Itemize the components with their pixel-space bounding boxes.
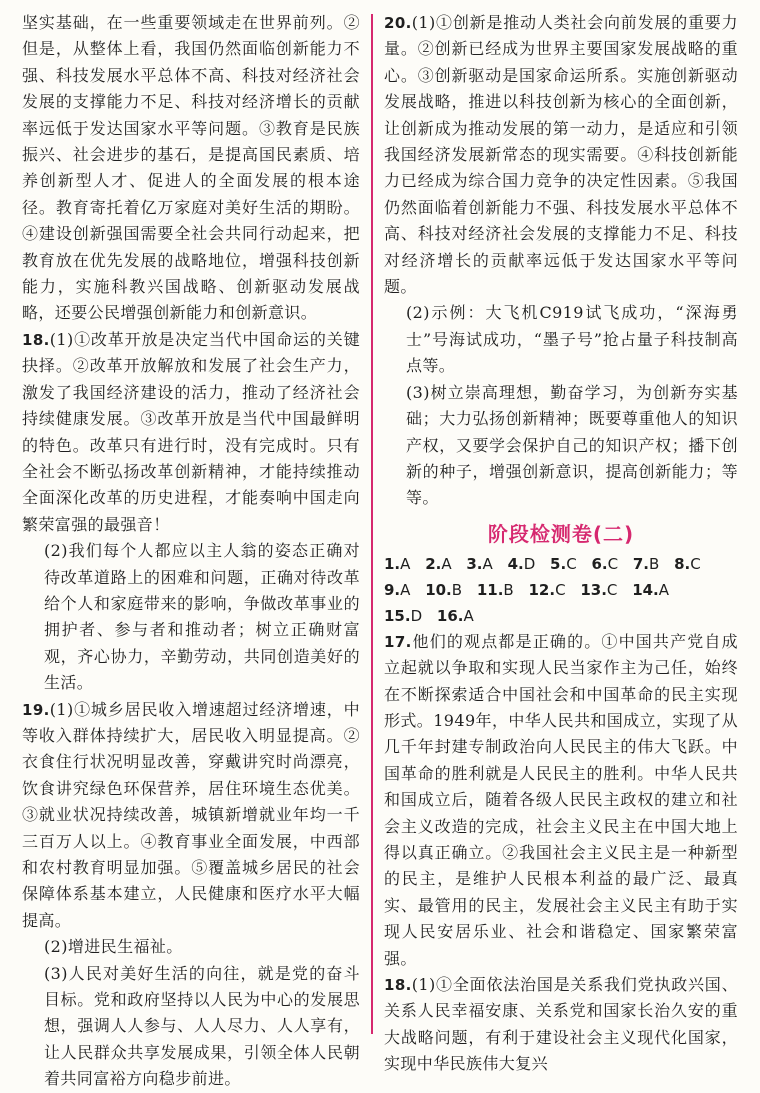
section-title: 阶段检测卷(二) (487, 521, 635, 546)
question-number: 18. (384, 976, 412, 994)
answer-part-2: (2)我们每个人都应以主人翁的姿态正确对待改革道路上的困难和问题，正确对待改革给个人和家庭带来的影响，争做改革事业的拥护者、参与者和推动者；树立正确财富观，齐心协力，辛勤劳动，共同创造美好的生活。 (44, 541, 360, 693)
answer-item: 4.D (507, 554, 536, 573)
answers-row-3 (384, 603, 738, 629)
answer-part-1: (1)①创新是推动人类社会向前发展的重要力量。②创新已经成为世界主要国家发展战略的重心。③创新驱动是国家命运所系。实施创新驱动发展战略，推进以科技创新为核心的全面创新，让创新成为推动发展的第一动力，是适应和引领我国经济发展新常态的现实需要。④科技创新能力已经成为综合国力竞争的决定性因素。⑤我国仍然面临着创新能力不强、科技发展水平总体不高、科技对经济社会发展的支撑能力不足、科技对经济增长的贡献率远低于发达国家水平等问题。 (384, 13, 738, 297)
answer-part-1: 他们的观点都是正确的。①中国共产党自成立起就以争取和实现人民当家作主为己任，始终在不断探索适合中国社会和中国革命的民主实现形式。1949年，中华人民共和国成立，实现了从几千年封建专制政治向人民民主的伟大飞跃。中国革命的胜利就是人民民主的胜利。中华人民共和国成立后，随着各级人民民主政权的建立和社会主义改造的完成，社会主义民主在中国大地上得以真正确立。②我国社会主义民主是一种新型的民主，是维护人民根本利益的最广泛、最真实、最管用的民主，发展社会主义民主有助于实现人民安居乐业、社会和谐稳定、国家繁荣富强。 (384, 631, 738, 968)
question-17 (384, 629, 738, 972)
choice-answers (384, 551, 738, 629)
answer-part-2: (2)增进民生福祉。 (44, 937, 183, 957)
question-number: 18. (22, 330, 50, 349)
answer-item: 13.C (580, 580, 618, 599)
answer-item: 1.A (384, 554, 411, 573)
answer-item: 14.A (632, 580, 670, 599)
question-20 (384, 10, 738, 300)
answer-item: 15.D (384, 606, 423, 625)
continued-answer-text: 坚实基础，在一些重要领域走在世界前列。②但是，从整体上看，我国仍然面临创新能力不强、科技发展水平总体不高、科技对经济社会发展的支撑能力不足、科技对经济增长的贡献率远低于发达国家水平等问题。③教育是民族振兴、社会进步的基石，是提高国民素质、培养创新型人才、促进人的全面发展的根本途径。教育寄托着亿万家庭对美好生活的期盼。④建设创新强国需要全社会共同行动起来，把教育放在优先发展的战略地位，增强科技创新能力，实施科教兴国战略、创新驱动发展战略，还要公民增强创新能力和创新意识。 (22, 13, 360, 323)
answer-item: 3.A (466, 554, 493, 573)
answer-part-3: (3)树立崇高理想，勤奋学习，为创新夯实基础；大力弘扬创新精神；既要尊重他人的知识产权，又要学会保护自己的知识产权；播下创新的种子，增强创新意识，提高创新能力；等等。 (406, 382, 738, 508)
left-column (22, 10, 360, 1093)
right-column (384, 10, 738, 1078)
answer-item: 16.A (436, 606, 474, 625)
question-number: 17. (384, 632, 412, 651)
question-number: 20. (384, 14, 412, 32)
answer-item: 7.B (632, 554, 660, 573)
answer-item: 9.A (384, 580, 411, 599)
answer-item: 8.C (674, 554, 701, 573)
answers-row-2 (384, 577, 738, 603)
answer-part-3: (3)人民对美好生活的向往，就是党的奋斗目标。党和政府坚持以人民为中心的发展思想，强调人人参与、人人尽力、人人享有，让人民群众共享发展成果，引领全体人民朝着共同富裕方向稳步前进。 (44, 963, 360, 1089)
answer-item: 12.C (528, 580, 566, 599)
answer-part-2: (2)示例：大飞机C919试飞成功，“深海勇士”号海试成功，“墨子号”抢占量子科技制高点等。 (406, 303, 738, 376)
answer-part-1: (1)①改革开放是决定当代中国命运的关键抉择。②改革开放解放和发展了社会生产力，激发了我国经济建设的活力，推动了经济社会持续健康发展。③改革开放是当代中国最鲜明的特色。改革只有进行时，没有完成时。只有全社会不断弘扬改革创新精神，才能持续推动全面深化改革的历史进程，才能奏响中国走向繁荣富强的最强音！ (22, 329, 360, 534)
question-18-right (384, 972, 738, 1078)
answer-item: 2.A (425, 554, 452, 573)
answer-part-1: (1)①城乡居民收入增速超过经济增速，中等收入群体持续扩大，居民收入明显提高。②衣食住行状况明显改善，穿戴讲究时尚漂亮，饮食讲究绿色环保营养，居住环境生态优美。③就业状况持续改善，城镇新增就业年均一千三百万人以上。④教育事业全面发展，中西部和农村教育明显加强。⑤覆盖城乡居民的社会保障体系基本建立，人民健康和医疗水平大幅提高。 (22, 699, 360, 930)
answer-item: 11.B (476, 580, 514, 599)
question-19 (22, 697, 360, 935)
answer-item: 10.B (425, 580, 463, 599)
answers-row-1 (384, 551, 738, 577)
answer-part-1: (1)①全面依法治国是关系我们党执政兴国、关系人民幸福安康、关系党和国家长治久安的重大战略问题，有利于建设社会主义现代化国家，实现中华民族伟大复兴 (384, 975, 738, 1074)
answer-item: 6.C (591, 554, 619, 573)
question-18-left (22, 327, 360, 538)
answer-item: 5.C (550, 554, 577, 573)
column-divider (371, 14, 373, 1034)
question-number: 19. (22, 700, 50, 719)
